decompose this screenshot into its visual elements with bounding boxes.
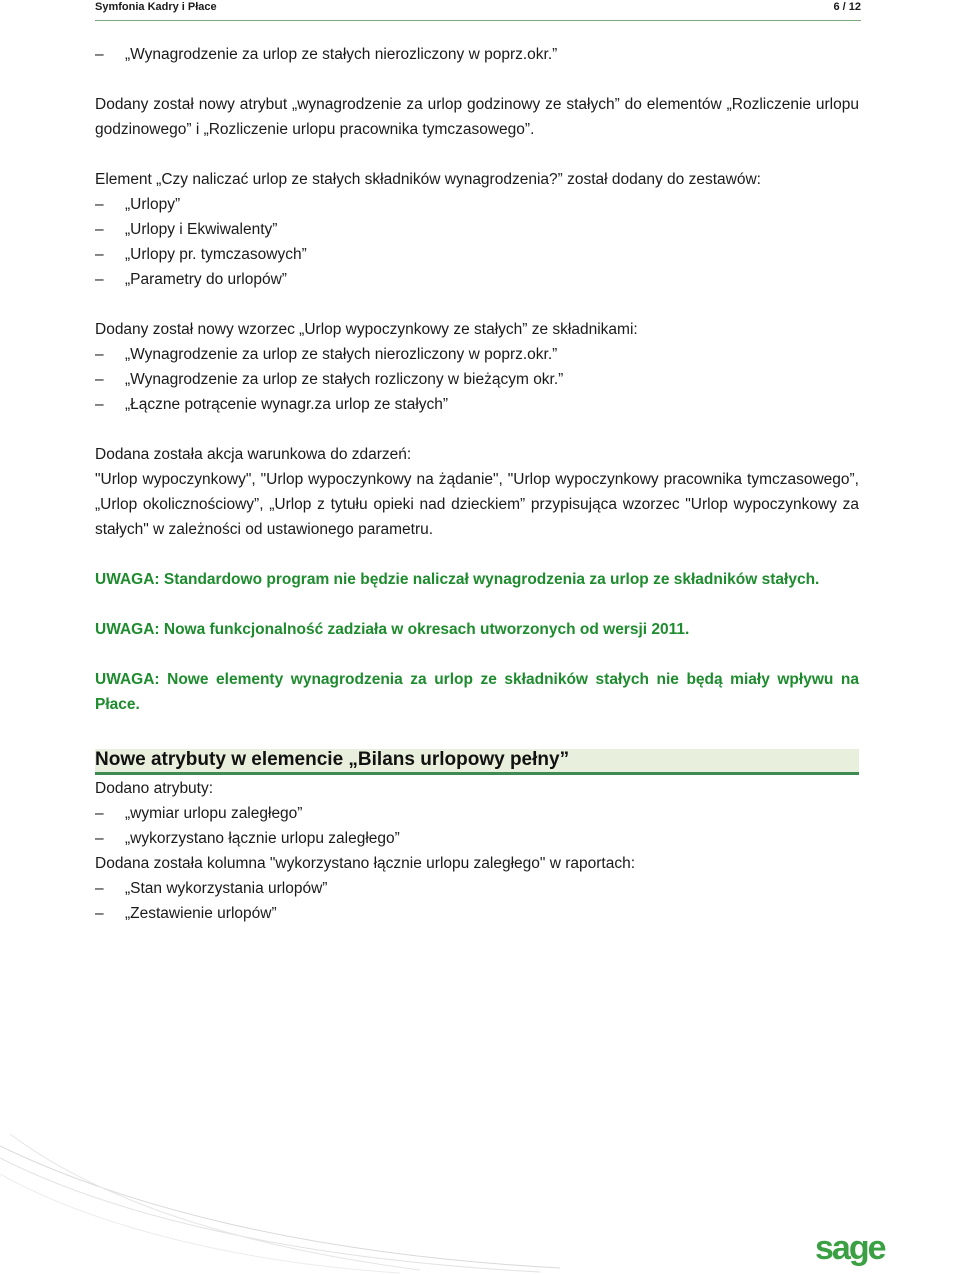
list-item: – „Parametry do urlopów” — [95, 267, 859, 292]
section-paragraph: Dodana została kolumna "wykorzystano łącznie urlopu zaległego" w raportach: — [95, 855, 636, 872]
list-attributes — [95, 801, 859, 851]
list-item: – „Zestawienie urlopów” — [95, 901, 859, 926]
list-item: – „Łączne potrącenie wynagr.za urlop ze stałych” — [95, 392, 859, 417]
list-components — [95, 342, 859, 417]
document-title: Symfonia Kadry i Płace — [95, 1, 217, 13]
list-item: – „wykorzystano łącznie urlopu zaległego” — [95, 826, 859, 851]
list-sets — [95, 192, 859, 292]
paragraph-new-pattern: Dodany został nowy wzorzec „Urlop wypoczynkowy ze stałych” ze składnikami: — [95, 321, 638, 338]
section-intro: Dodano atrybuty: — [95, 780, 214, 797]
list-item: – „Wynagrodzenie za urlop ze stałych rozliczony w bieżącym okr.” — [95, 367, 859, 392]
warning-1: UWAGA: Standardowo program nie będzie naliczał wynagrodzenia za urlop ze składników stałych. — [95, 571, 820, 588]
list-item: – „Wynagrodzenie za urlop ze stałych nierozliczony w poprz.okr.” — [95, 42, 859, 67]
list-block1 — [95, 42, 859, 67]
paragraph-events: "Urlop wypoczynkowy", "Urlop wypoczynkowy na żądanie", "Urlop wypoczynkowy pracownika tymczasowego”, „Urlop okolicznościowy”, „Urlop z tytułu opieki nad dzieckiem” przypisująca wzorzec "Urlop wypoczynkowy za stałych" w zależności od ustawionego parametru. — [95, 471, 859, 538]
list-item: – „Stan wykorzystania urlopów” — [95, 876, 859, 901]
paragraph-conditional-action: Dodana została akcja warunkowa do zdarzeń: — [95, 446, 412, 463]
paragraph-element-added: Element „Czy naliczać urlop ze stałych składników wynagrodzenia?” został dodany do zestawów: — [95, 171, 761, 188]
paragraph-new-attribute: Dodany został nowy atrybut „wynagrodzenie za urlop godzinowy ze stałych” do elementów „Rozliczenie urlopu godzinowego” i „Rozliczenie urlopu pracownika tymczasowego”. — [95, 96, 859, 138]
list-item: – „Urlopy” — [95, 192, 859, 217]
list-reports — [95, 876, 859, 926]
page-header — [95, 0, 861, 21]
decorative-swoosh — [0, 1134, 560, 1274]
sage-logo — [815, 1231, 895, 1269]
warning-2: UWAGA: Nowa funkcjonalność zadziała w okresach utworzonych od wersji 2011. — [95, 621, 690, 638]
list-item: – „Wynagrodzenie za urlop ze stałych nierozliczony w poprz.okr.” — [95, 342, 859, 367]
section-heading: Nowe atrybuty w elemencie „Bilans urlopowy pełny” — [95, 749, 859, 775]
list-item: – „wymiar urlopu zaległego” — [95, 801, 859, 826]
list-item: – „Urlopy i Ekwiwalenty” — [95, 217, 859, 242]
page-number: 6 / 12 — [833, 1, 861, 13]
warning-3: UWAGA: Nowe elementy wynagrodzenia za urlop ze składników stałych nie będą miały wpływu na Płace. — [95, 671, 859, 713]
list-item: – „Urlopy pr. tymczasowych” — [95, 242, 859, 267]
document-body — [95, 42, 859, 926]
logo-text: sage — [815, 1231, 885, 1267]
